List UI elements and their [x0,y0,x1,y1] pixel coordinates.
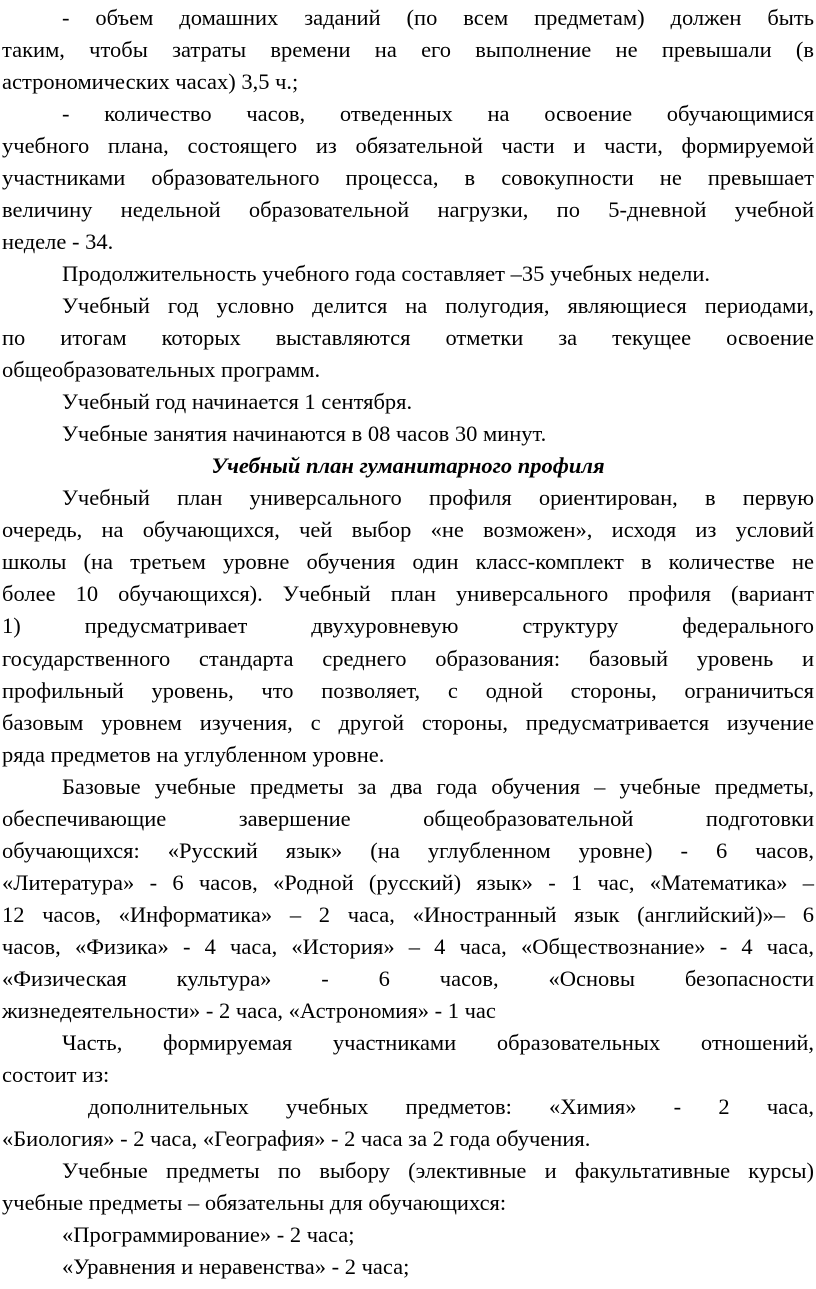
text-line: школы (на третьем уровне обучения один класс-комплект в количестве не [2,549,814,575]
text-line: обеспечивающие завершение общеобразовательной подготовки [2,805,814,831]
text-line: «Программирование» - 2 часа; [62,1221,355,1247]
text-line: ряда предметов на углубленном уровне. [2,741,385,767]
bullet-item [62,1091,814,1123]
text-line: Часть, формируемая участниками образовательных отношений, [62,1029,814,1055]
text-line: состоит из: [2,1061,110,1087]
section-heading: Учебный план гуманитарного профиля [211,453,605,479]
text-line: очередь, на обучающихся, чей выбор «не возможен», исходя из условий [2,517,814,543]
text-line: более 10 обучающихся). Учебный план универсального профиля (вариант [2,581,814,607]
text-line: астрономических часах) 3,5 ч.; [2,69,299,95]
text-line: жизнедеятельности» - 2 часа, «Астрономия» - 1 час [2,997,496,1023]
text-line: «Биология» - 2 часа, «География» - 2 часа за 2 года обучения. [2,1125,591,1151]
text-line: величину недельной образовательной нагрузки, по 5-дневной учебной [2,197,814,223]
text-line: обучающихся: «Русский язык» (на углубленном уровне) - 6 часов, [2,837,814,863]
text-line: таким, чтобы затраты времени на его выполнение не превышали (в [2,37,814,63]
text-line: 1) предусматривает двухуровневую структуру федерального [2,613,814,639]
text-line: Учебный год начинается 1 сентября. [62,389,413,415]
text-line: неделе - 34. [2,229,114,255]
text-line: общеобразовательных программ. [2,357,321,383]
text-line: дополнительных учебных предметов: «Химия» - 2 часа, [88,1093,814,1119]
text-line: Продолжительность учебного года составляет –35 учебных недели. [62,261,711,287]
text-line: Учебный год условно делится на полугодия, являющиеся периодами, [62,293,814,319]
text-line: участниками образовательного процесса, в совокупности не превышает [2,165,814,191]
text-line: часов, «Физика» - 4 часа, «История» – 4 часа, «Обществознание» - 4 часа, [2,933,814,959]
text-line: Учебные предметы по выбору (элективные и факультативные курсы) [62,1157,814,1183]
text-line: Учебные занятия начинаются в 08 часов 30 минут. [62,421,547,447]
text-line: Учебный план универсального профиля ориентирован, в первую [62,485,814,511]
text-line: по итогам которых выставляются отметки за текущее освоение [2,325,814,351]
text-line: учебные предметы – обязательны для обучающихся: [2,1189,507,1215]
text-line: «Литература» - 6 часов, «Родной (русский) язык» - 1 час, «Математика» – [2,869,814,895]
text-line: 12 часов, «Информатика» – 2 часа, «Иностранный язык (английский)»– 6 [2,901,814,927]
text-line: государственного стандарта среднего образования: базовый уровень и [2,645,814,671]
text-line: базовым уровнем изучения, с другой стороны, предусматривается изучение [2,709,814,735]
text-line: учебного плана, состоящего из обязательной части и части, формируемой [2,133,814,159]
text-line: «Уравнения и неравенства» - 2 часа; [62,1253,410,1279]
text-line: Базовые учебные предметы за два года обучения – учебные предметы, [62,773,814,799]
text-line: «Физическая культура» - 6 часов, «Основы безопасности [2,965,814,991]
text-line: профильный уровень, что позволяет, с одной стороны, ограничиться [2,677,814,703]
text-line: - объем домашних заданий (по всем предметам) должен быть [62,5,814,30]
text-line: - количество часов, отведенных на освоение обучающимися [62,101,814,127]
